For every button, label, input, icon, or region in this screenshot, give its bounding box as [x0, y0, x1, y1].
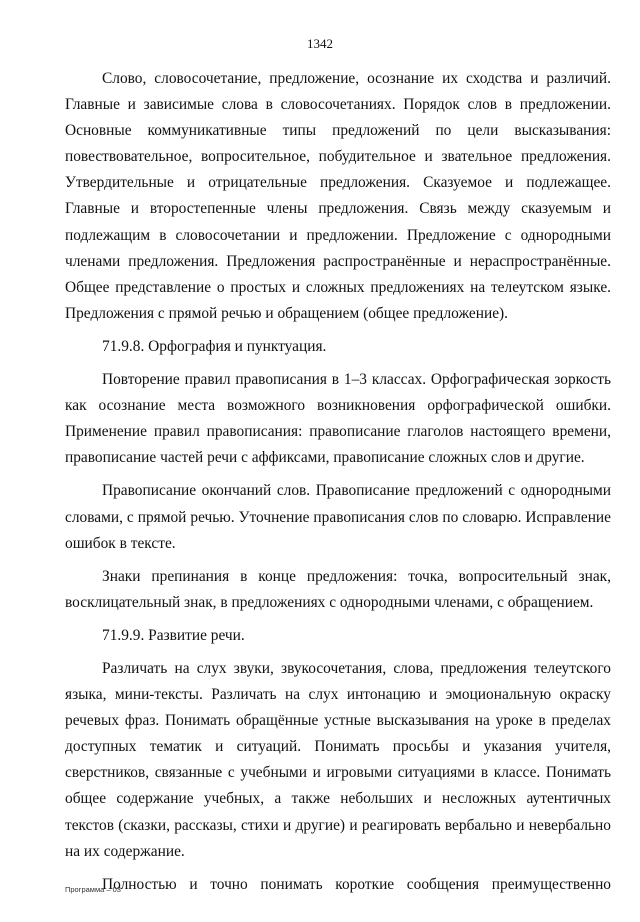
footer-label: Программа – 03 [65, 885, 121, 894]
section-heading-orthography: 71.9.8. Орфография и пунктуация. [102, 337, 327, 355]
section-heading-speech-development: 71.9.9. Развитие речи. [102, 626, 245, 644]
paragraph-listening: Различать на слух звуки, звукосочетания, слова, предложения телеутского языка, мини-тексты. Различать на слух интонацию и эмоциональную окраску речевых фраз. Понимать обращённые устные высказывания на уроке в пределах доступных тематик и ситуаций. Понимать просьбы и указания учителя, сверстников, связанные с учебными и игровыми ситуациями в классе. Понимать общее содержание учебных, а также небольших и несложных аутентичных текстов (сказки, рассказы, стихи и другие) и реагировать вербально и невербально на их содержание. [65, 659, 611, 860]
paragraph-word-endings: Правописание окончаний слов. Правописание предложений с однородными словами, с прямой речью. Уточнение правописания слов по словарю. Исправление ошибок в тексте. [65, 482, 611, 552]
paragraph-punctuation: Знаки препинания в конце предложения: точка, вопросительный знак, восклицательный знак, в предложениях с однородными членами, с обращением. [65, 567, 611, 611]
paragraph-understanding: Полностью и точно понимать короткие сообщения преимущественно [102, 875, 611, 893]
paragraph-spelling-rules: Повторение правил правописания в 1–3 классах. Орфографическая зоркость как осознание места возможного возникновения орфографической ошибки. Применение правил правописания: правописание глаголов настоящего времени, правописание частей речи с аффиксами, правописание сложных слов и другие. [65, 371, 611, 467]
paragraph-syntax: Слово, словосочетание, предложение, осознание их сходства и различий. Главные и зависимые слова в словосочетаниях. Порядок слов в предложении. Основные коммуникативные типы предложений по цели высказывания: повествовательное, вопросительное, побудительное и звательное предложения. Утвердительные и отрицательные предложения. Сказуемое и подлежащее. Главные и второстепенные члены предложения. Связь между сказуемым и подлежащим в словосочетании и предложении. Предложение с однородными членами предложения. Предложения распространённые и нераспространённые. Общее представление о простых и сложных предложениях на телеутском языке. Предложения с прямой речью и обращением (общее предложение). [65, 70, 611, 322]
document-body [65, 66, 611, 905]
page-number: 1342 [307, 36, 333, 51]
